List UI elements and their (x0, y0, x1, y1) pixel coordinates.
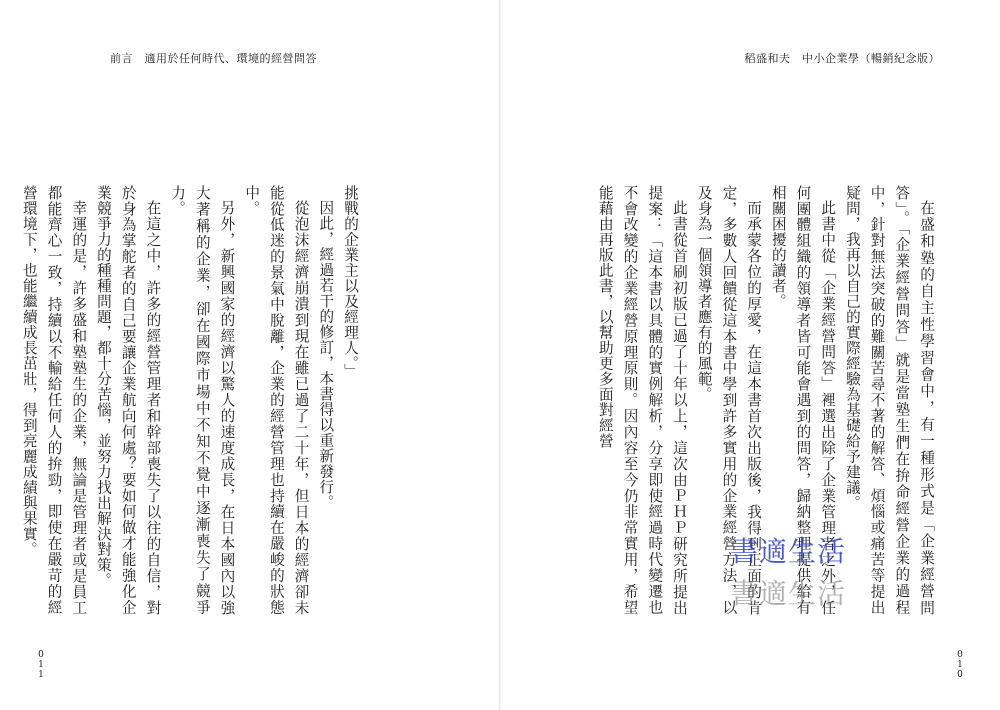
left-page-number: 011 (38, 650, 44, 680)
left-body-text (20, 185, 362, 615)
watermark-primary: 書適生活 (730, 535, 847, 568)
paragraph: 此書從首刷初版已過了十年以上，這次由ＰＨＰ研究所提出提案：「這本書以具體的實例解析，分享即使經過時代變遷也不會改變的企業經營原理原則。因內容至今仍非常實用，希望能藉由再版此書，以幫助更多面對經營 (596, 185, 688, 615)
watermark-secondary: 書適生活 (730, 577, 847, 610)
paragraph: 挑戰的企業主以及經理人。」 (342, 185, 359, 380)
right-body-text (596, 185, 938, 615)
left-running-head: 前言 適用於任何時代、環境的經營問答 (110, 52, 317, 65)
right-page (500, 0, 1000, 710)
right-page-number: 010 (957, 650, 963, 680)
paragraph: 在盛和塾的自主性學習會中，有一種形式是「企業經營問答」。「企業經營問答」就是當塾生們在拚命經營企業的過程中，針對無法突破的難關苦尋不著的解答、煩惱或痛苦等提出疑問，我再以自己的實際經驗為基礎給予建議。 (843, 185, 935, 615)
paragraph: 另外，新興國家的經濟以驚人的速度成長，在日本國內以強大著稱的企業，卻在國際市場中不知不覺中逐漸喪失了競爭力。 (169, 185, 236, 615)
paragraph: 而承蒙各位的厚愛，在這本書首次出版後，我得到正面的肯定，多數人回饋從這本書中學到許多實用的企業經營方法，以及身為一個領導者應有的風範。 (695, 185, 763, 615)
right-running-head: 稻盛和夫 中小企業學（暢銷紀念版） (744, 52, 940, 65)
paragraph: 幸運的是，許多盛和塾塾生的企業，無論是管理者或是員工都能齊心一致，持續以不輸給任何人的拚勁，即使在嚴苛的經營環境下，也能繼續成長茁壯，得到亮麗成績與果實。 (20, 185, 88, 615)
paragraph: 在這之中，許多的經營管理者和幹部喪失了以往的自信，對於身為掌舵者的自己要讓企業航向何處？要如何做才能強化企業競爭力的種種問題，都十分苦惱，並努力找出解決對策。 (94, 185, 162, 615)
paragraph: 此書中從「企業經營問答」裡選出除了企業管理者之外，任何團體組織的領導者皆可能會遇到的問答，歸納整理提供給有相關困擾的讀者。 (769, 185, 837, 615)
paragraph: 從泡沫經濟崩潰到現在雖已過了二十年，但日本的經濟卻未能從低迷的景氣中脫離，企業的經營管理也持續在嚴峻的狀態中。 (243, 185, 310, 615)
paragraph: 因此，經過若干的修訂，本書得以重新發行。 (317, 199, 335, 510)
